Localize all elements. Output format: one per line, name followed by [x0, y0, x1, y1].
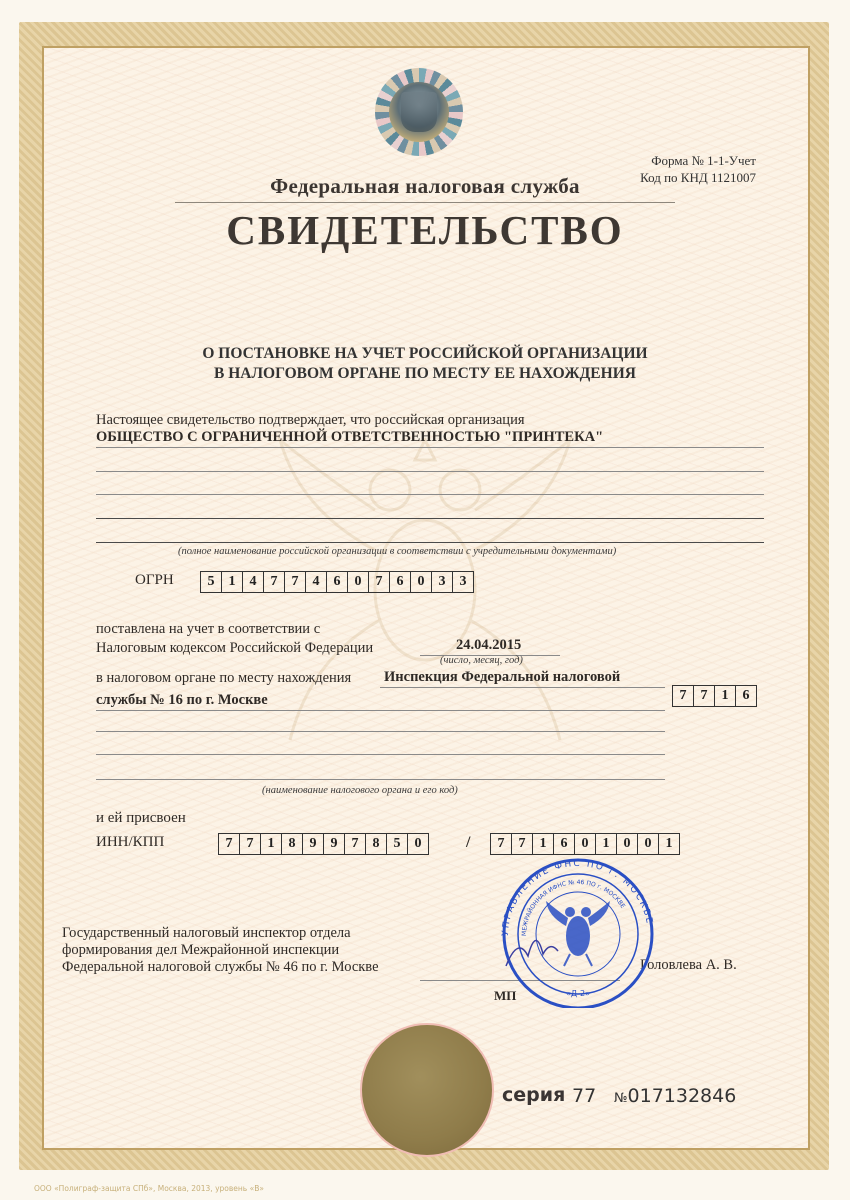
signatory-line-1: Государственный налоговый инспектор отдела	[62, 925, 351, 941]
printer-imprint: ООО «Полиграф-защита СПб», Москва, 2013, уровень «В»	[34, 1184, 264, 1193]
assigned-label: и ей присвоен	[96, 810, 186, 826]
digit-cell: 7	[694, 686, 715, 706]
inn-digits	[218, 833, 429, 855]
digit-cell: 6	[390, 572, 411, 592]
digit-cell: 7	[240, 834, 261, 854]
rule	[380, 687, 665, 688]
digit-cell: 7	[512, 834, 533, 854]
digit-cell: 4	[306, 572, 327, 592]
signatory-line-2: формирования дел Межрайонной инспекции	[62, 942, 340, 958]
digit-cell: 5	[387, 834, 408, 854]
intro-text: Настоящее свидетельство подтверждает, что российская организация	[96, 412, 525, 428]
authority-name-part-2: службы № 16 по г. Москве	[96, 692, 268, 708]
official-stamp-icon	[488, 856, 666, 1008]
number-sign: №	[614, 1091, 628, 1106]
certificate-number	[614, 1085, 736, 1107]
signatory-line-3: Федеральной налоговой службы № 46 по г. Москве	[62, 959, 379, 975]
digit-cell: 7	[369, 572, 390, 592]
authority-name-part-1: Инспекция Федеральной налоговой	[384, 669, 621, 685]
authority-caption: (наименование налогового органа и его код)	[262, 785, 458, 796]
authority-prefix: в налоговом органе по месту нахождения	[96, 670, 352, 686]
digit-cell: 9	[324, 834, 345, 854]
digit-cell: 0	[638, 834, 659, 854]
number-value: 017132846	[627, 1085, 737, 1107]
rule	[96, 494, 764, 495]
divider	[175, 202, 675, 203]
ogrn-label: ОГРН	[135, 572, 174, 588]
series-value: 77	[572, 1085, 597, 1107]
digit-cell: 4	[243, 572, 264, 592]
subtitle-line-2: В НАЛОГОВОМ ОРГАНЕ ПО МЕСТУ ЕЕ НАХОЖДЕНИЯ	[214, 365, 636, 382]
digit-cell: 0	[617, 834, 638, 854]
registration-line-2: Налоговым кодексом Российской Федерации	[96, 640, 374, 656]
document-subtitle	[0, 344, 850, 384]
digit-cell: 7	[219, 834, 240, 854]
signatory-title	[62, 925, 379, 976]
digit-cell: 7	[264, 572, 285, 592]
rule	[96, 471, 764, 472]
digit-cell: 8	[282, 834, 303, 854]
page-title: СВИДЕТЕЛЬСТВО	[226, 207, 624, 253]
form-number: Форма № 1-1-Учет	[651, 153, 756, 168]
digit-cell: 0	[348, 572, 369, 592]
digit-cell: 3	[432, 572, 453, 592]
subtitle-line-1: О ПОСТАНОВКЕ НА УЧЕТ РОССИЙСКОЙ ОРГАНИЗАЦИИ	[202, 345, 648, 362]
signatory-name: Головлева А. В.	[640, 957, 737, 973]
digit-cell: 1	[665, 836, 673, 851]
svg-text:МЕЖРАЙОННАЯ ИФНС № 46 ПО г. МО: МЕЖРАЙОННАЯ ИФНС № 46 ПО г. МОСКВЕ	[520, 878, 627, 937]
organization-name-caption: (полное наименование российской организации в соответствии с учредительными документами)	[178, 546, 617, 557]
digit-cell: 5	[201, 572, 222, 592]
digit-cell: 7	[285, 572, 306, 592]
gold-seal-icon	[360, 1023, 494, 1157]
digit-cell: 1	[533, 834, 554, 854]
rule	[96, 542, 764, 543]
digit-cell: 6	[742, 688, 750, 703]
seal-place-label: МП	[494, 988, 517, 1003]
digit-cell: 1	[715, 686, 736, 706]
digit-cell: 0	[575, 834, 596, 854]
digit-cell: 7	[491, 834, 512, 854]
digit-cell: 0	[414, 836, 422, 851]
digit-cell: 3	[459, 574, 467, 589]
inn-kpp-label: ИНН/КПП	[96, 834, 165, 850]
registration-date: 24.04.2015	[456, 637, 522, 653]
rule	[96, 447, 764, 448]
digit-cell: 1	[261, 834, 282, 854]
digit-cell: 7	[345, 834, 366, 854]
organization-name: ОБЩЕСТВО С ОГРАНИЧЕННОЙ ОТВЕТСТВЕННОСТЬЮ "ПРИНТЕКА"	[96, 429, 604, 445]
series-label: серия	[502, 1084, 566, 1106]
registration-line-1: поставлена на учет в соответствии с	[96, 621, 321, 637]
digit-cell: 6	[327, 572, 348, 592]
digit-cell: 1	[222, 572, 243, 592]
digit-cell: 8	[366, 834, 387, 854]
date-caption: (число, месяц, год)	[440, 655, 523, 666]
digit-cell: 0	[411, 572, 432, 592]
knd-code: Код по КНД 1121007	[640, 170, 756, 185]
rule	[96, 731, 665, 732]
digit-cell: 7	[673, 686, 694, 706]
digit-cell: 1	[596, 834, 617, 854]
rule	[96, 754, 665, 755]
issuer-name: Федеральная налоговая служба	[270, 174, 580, 198]
rule	[96, 779, 665, 780]
ogrn-digits	[200, 571, 474, 593]
digit-cell: 9	[303, 834, 324, 854]
inn-kpp-separator: /	[466, 834, 471, 851]
digit-cell: 6	[554, 834, 575, 854]
rule	[96, 710, 665, 711]
authority-code	[672, 685, 757, 707]
svg-text:УПРАВЛЕНИЕ ФНС ПО г. МОСКВЕ: УПРАВЛЕНИЕ ФНС ПО г. МОСКВЕ	[500, 858, 655, 937]
rule	[96, 518, 764, 519]
svg-text:«Д-2»: «Д-2»	[566, 989, 591, 998]
hologram-emblem-icon	[375, 68, 463, 156]
kpp-digits	[490, 833, 680, 855]
